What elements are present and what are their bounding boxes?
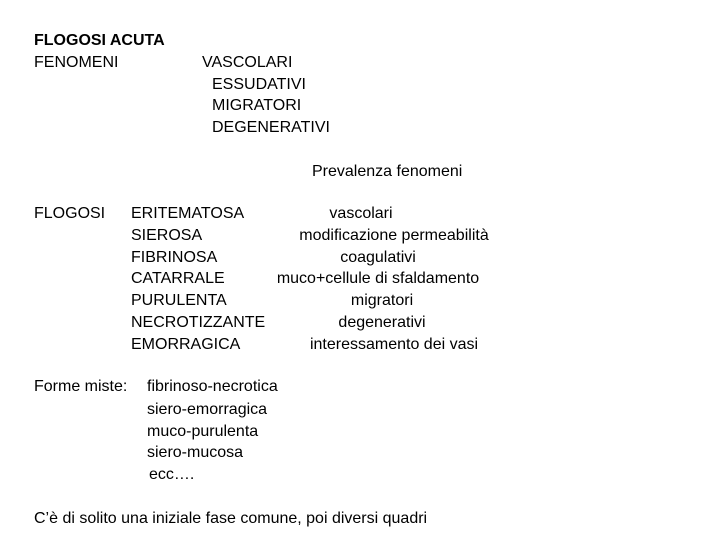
flogosi-fenomeno-muco-cellule: muco+cellule di sfaldamento [276, 270, 480, 287]
fenomeni-label: FENOMENI [34, 54, 119, 71]
flogosi-type-fibrinosa: FIBRINOSA [131, 249, 218, 266]
fenomeni-item-essudativi: ESSUDATIVI [212, 76, 306, 93]
forme-miste-item-muco-purulenta: muco-purulenta [147, 423, 259, 440]
flogosi-type-eritematosa: ERITEMATOSA [131, 205, 245, 222]
fenomeni-item-vascolari: VASCOLARI [202, 54, 293, 71]
flogosi-type-sierosa: SIEROSA [131, 227, 203, 244]
flogosi-fenomeno-migratori: migratori [350, 292, 414, 309]
flogosi-fenomeno-degenerativi: degenerativi [338, 314, 426, 331]
flogosi-type-purulenta: PURULENTA [131, 292, 227, 309]
page-heading: FLOGOSI ACUTA [34, 32, 165, 49]
forme-miste-item-siero-mucosa: siero-mucosa [147, 444, 244, 461]
fenomeni-item-migratori: MIGRATORI [212, 97, 302, 114]
conclusion-text: C’è di solito una iniziale fase comune, poi diversi quadri [34, 510, 428, 527]
flogosi-fenomeno-permeabilita: modificazione permeabilità [299, 227, 489, 244]
flogosi-type-necrotizzante: NECROTIZZANTE [131, 314, 266, 331]
flogosi-fenomeno-vasi: interessamento dei vasi [309, 336, 479, 353]
flogosi-label: FLOGOSI [34, 205, 106, 222]
fenomeni-item-degenerativi: DEGENERATIVI [212, 119, 330, 136]
flogosi-type-emorragica: EMORRAGICA [131, 336, 241, 353]
forme-miste-item-fibrinoso-necrotica: fibrinoso-necrotica [147, 378, 278, 395]
forme-miste-item-siero-emorragica: siero-emorragica [147, 401, 268, 418]
forme-miste-label: Forme miste: [34, 378, 128, 395]
forme-miste-item-ecc: ecc…. [149, 466, 195, 483]
flogosi-fenomeno-vascolari: vascolari [329, 205, 393, 222]
prevalenza-header: Prevalenza fenomeni [312, 163, 463, 180]
flogosi-type-catarrale: CATARRALE [131, 270, 225, 287]
flogosi-fenomeno-coagulativi: coagulativi [340, 249, 416, 266]
